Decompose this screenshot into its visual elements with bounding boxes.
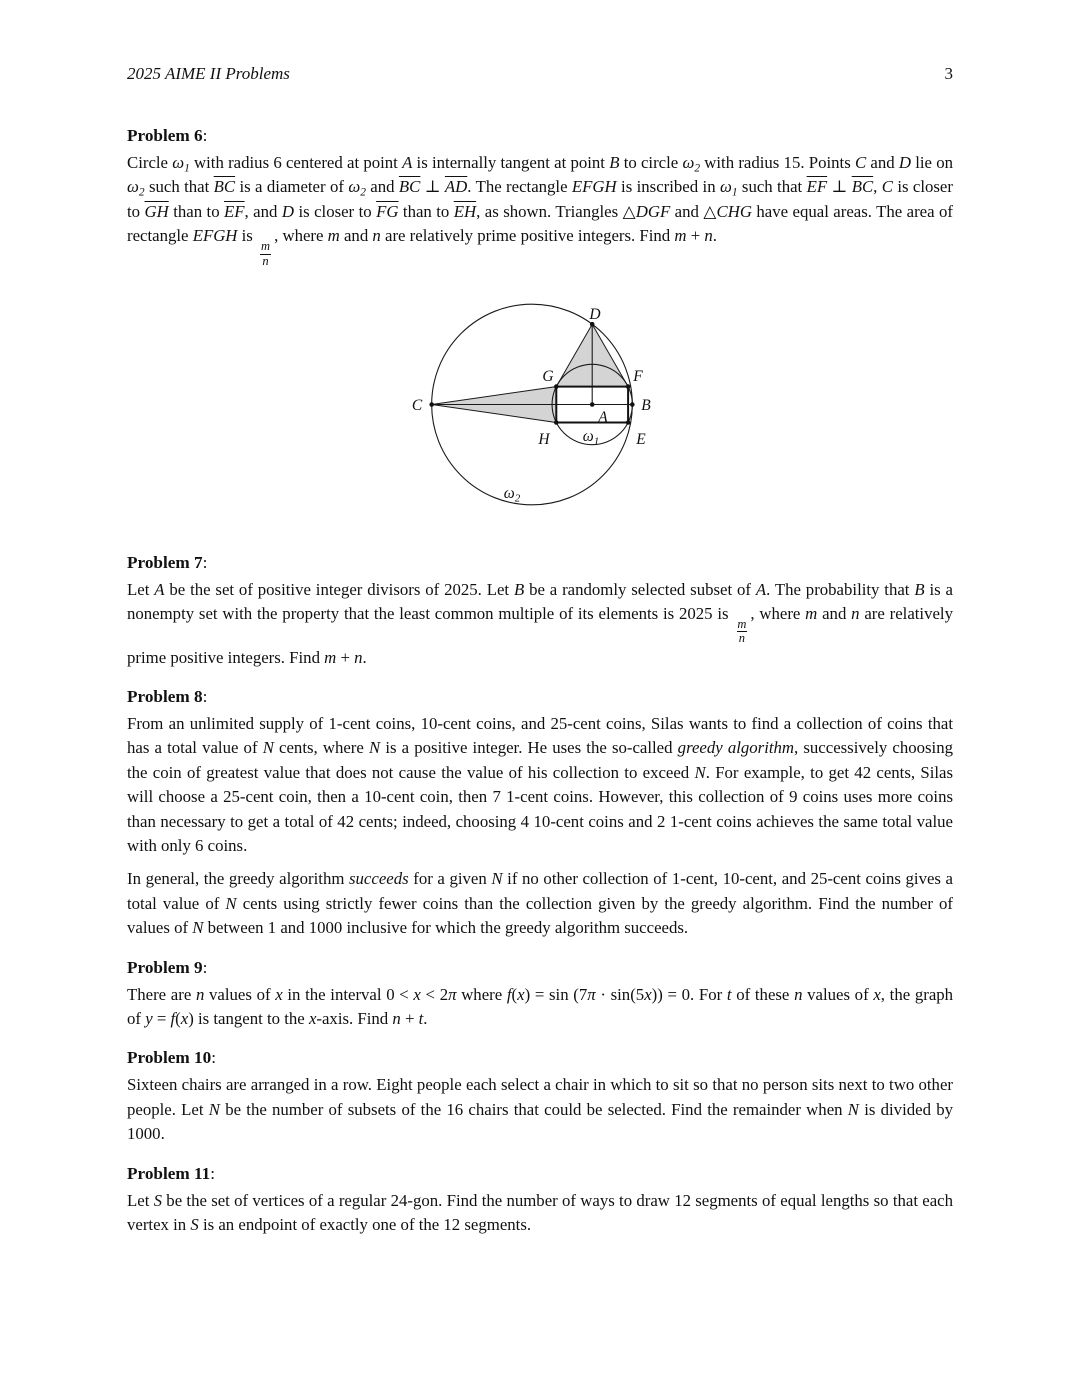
problem-7-heading-label: Problem 7 (127, 552, 203, 572)
problem-6-text: Circle $\omega_1$ with radius 6 centered at point A is internally tangent at point B to circle $\omega_2$ with radius 15. Points C and D lie on $\omega_2$ such that $\overline{BC}$ is a diameter of $\omega_2$ and $\overline{BC}$ ⊥ $\overline{AD}$. The rectangle EFGH is inscribed in $\omega_1$ such that $\overline{EF}$ ⊥ $\overline{BC}$, C is closer to $\overline{GH}$ than to $\overline{EF}$, and D is closer to $\overline{FG}$ than to $\overline{EH}$, as shown. Triangles △DGF and △CHG have equal areas. The area of rectangle EFGH is $\frac{m}{n}$ , where m and n are relatively prime positive integers. Find m + n. (127, 153, 953, 268)
label-G: G (541, 367, 554, 385)
geometry-figure (398, 295, 683, 525)
problem-9-text: There are n values of x in the interval 0 < x < 2π where f(x) = sin (7π · sin(5x)) = 0. For t of these n values of x, the graph of y = f(x) is tangent to the x-axis. Find n + t. (127, 984, 954, 1029)
point-E (625, 420, 630, 425)
label-omega2-sub: 2 (514, 492, 520, 505)
problem-8-heading (127, 687, 953, 707)
problem-11-text: Let S be the set of vertices of a regular 24-gon. Find the number of ways to draw 12 segments of equal lengths so that each vertex in S is an endpoint of exactly one of the 12 segments. (127, 1190, 953, 1235)
problem-7 (127, 553, 953, 670)
page-number: 3 (944, 64, 953, 83)
problem-6 (127, 126, 953, 268)
problem-11-heading-label: Problem 11 (127, 1163, 211, 1183)
problem-8-heading-colon: : (202, 687, 208, 706)
inline-fraction: $\frac{m}{n}$ (737, 617, 747, 646)
problem-6-heading-label: Problem 6 (127, 126, 203, 145)
problem-11 (127, 1164, 953, 1238)
label-E: E (635, 430, 646, 448)
point-G (554, 384, 559, 389)
problem-8-text-2: In general, the greedy algorithm succeeds for a given N if no other collection of 1-cent, 10-cent, and 25-cent coins gives a total value of N cents using strictly fewer coins than the collection given by the greedy algorithm. Find the number of values of N between 1 and 1000 inclusive for which the greedy algorithm succeeds. (127, 869, 953, 938)
problem-9 (127, 958, 953, 1032)
label-omega1 (582, 428, 598, 448)
problem-10-heading-label: Problem 10 (127, 1048, 212, 1068)
problem-10-text: Sixteen chairs are arranged in a row. Eight people each select a chair in which to sit so that no person sits next to two other people. Let N be the number of subsets of the 16 chairs that could be selected. Find the remainder when N is divided by 1000. (127, 1075, 953, 1144)
inline-fraction: $\frac{m}{n}$ (261, 239, 271, 268)
problem-10-heading (127, 1048, 953, 1068)
problem-9-heading (127, 958, 953, 978)
point-A (589, 402, 594, 407)
problem-8-heading-label: Problem 8 (127, 687, 203, 706)
problem-7-heading (127, 553, 953, 573)
problem-10 (127, 1048, 953, 1146)
problem-11-heading-colon: : (210, 1163, 216, 1183)
problem-8 (127, 687, 953, 941)
page-header (127, 64, 953, 84)
label-D: D (588, 305, 601, 323)
problem-6-heading-colon: : (202, 126, 208, 145)
label-H: H (537, 430, 550, 448)
problem-9-heading-colon: : (202, 957, 208, 977)
point-F (625, 384, 630, 389)
label-C: C (411, 396, 422, 414)
label-omega1-sub: 1 (593, 435, 599, 448)
problem-9-heading-label: Problem 9 (127, 957, 203, 977)
label-A: A (597, 408, 608, 426)
problem-7-text: Let A be the set of positive integer divisors of 2025. Let B be a randomly selected subset of A. The probability that B is a nonempty set with the property that the least common multiple of its elements is 2025 is $\frac{m}{n}$ , where m and n are relatively prime positive integers. Find m + n. (127, 579, 953, 667)
label-B: B (640, 396, 651, 414)
problem-11-heading (127, 1164, 953, 1184)
document-title: 2025 AIME II Problems (127, 64, 290, 83)
label-omega2 (503, 485, 520, 505)
point-C (429, 402, 434, 407)
problem-10-heading-colon: : (211, 1048, 216, 1068)
problem-8-text-1: From an unlimited supply of 1-cent coins, 10-cent coins, and 25-cent coins, Silas wants to find a collection of coins that has a total value of N cents, where N is a positive integer. He uses the so-called greedy algorithm, successively choosing the coin of greatest value that does not cause the value of his collection to exceed N. For example, to get 42 cents, Silas will choose a 25-cent coin, then a 10-cent coin, then 7 1-cent coins. However, this collection of 9 coins uses more coins than necessary to get a total of 42 cents; indeed, choosing 4 10-cent coins and 2 1-cent coins achieves the same total value with only 6 coins. (127, 714, 954, 856)
point-H (554, 420, 559, 425)
label-F: F (632, 367, 643, 385)
circles-diagram-svg (398, 295, 683, 520)
label-omega1-base: ω (582, 427, 594, 445)
label-omega2-base: ω (503, 484, 515, 502)
problem-6-heading (127, 126, 953, 146)
point-B (630, 402, 635, 407)
problem-7-heading-colon: : (202, 552, 208, 572)
